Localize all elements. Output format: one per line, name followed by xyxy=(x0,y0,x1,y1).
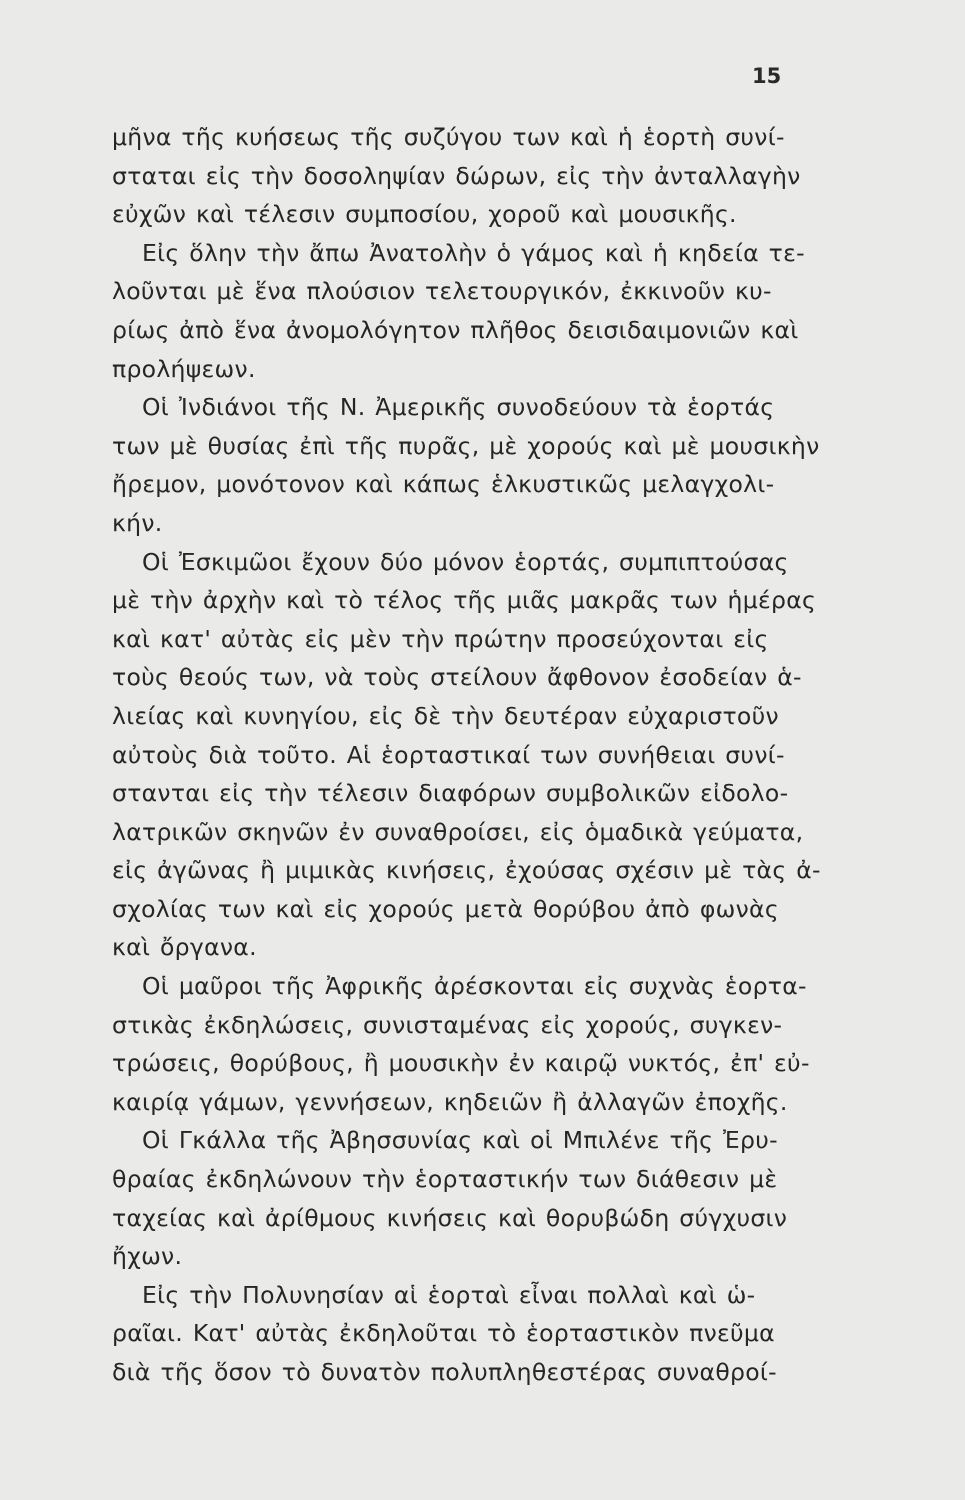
text-line: Οἱ μαῦροι τῆς Ἀφρικῆς ἀρέσκονται εἰς συχνὰς ἑορτα- xyxy=(142,972,807,1001)
text-line: ρίως ἀπὸ ἕνα ἀνομολόγητον πλῆθος δεισιδαιμονιῶν καὶ xyxy=(112,315,799,344)
text-line: στανται εἰς τὴν τέλεσιν διαφόρων συμβολικῶν εἰδολο- xyxy=(112,779,789,808)
text-line: προλήψεων. xyxy=(112,354,256,383)
text-line: εὐχῶν καὶ τέλεσιν συμποσίου, χοροῦ καὶ μουσικῆς. xyxy=(112,200,737,229)
text-line: λοῦνται μὲ ἕνα πλούσιον τελετουργικόν, ἐκκινοῦν κυ- xyxy=(112,277,772,306)
text-line: σταται εἰς τὴν δοσοληψίαν δώρων, εἰς τὴν ἀνταλλαγὴν xyxy=(112,161,801,190)
text-line: διὰ τῆς ὅσον τὸ δυνατὸν πολυπληθεστέρας συναθροί- xyxy=(112,1358,777,1386)
text-line: τοὺς θεούς των, νὰ τοὺς στείλουν ἄφθονον ἐσοδείαν ἁ- xyxy=(112,663,802,692)
text-line: ταχείας καὶ ἀρίθμους κινήσεις καὶ θορυβώδη σύγχυσιν xyxy=(112,1203,788,1232)
text-line: εἰς ἀγῶνας ἢ μιμικὰς κινήσεις, ἐχούσας σχέσιν μὲ τὰς ἀ- xyxy=(112,856,821,885)
text-line: τρώσεις, θορύβους, ἢ μουσικὴν ἐν καιρῷ νυκτός, ἐπ' εὐ- xyxy=(112,1049,810,1078)
text-line: Οἱ Ἐσκιμῶοι ἔχουν δύο μόνον ἑορτάς, συμπιπτούσας xyxy=(142,547,789,576)
text-line: λιείας καὶ κυνηγίου, εἰς δὲ τὴν δευτέραν εὐχαριστοῦν xyxy=(112,701,779,730)
text-line: Εἰς ὅλην τὴν ἄπω Ἀνατολὴν ὁ γάμος καὶ ἡ κηδεία τε- xyxy=(142,238,805,267)
text-line: Οἱ Ἰνδιάνοι τῆς Ν. Ἀμερικῆς συνοδεύουν τὰ ἑορτάς xyxy=(142,393,775,422)
text-line: λατρικῶν σκηνῶν ἐν συναθροίσει, εἰς ὁμαδικὰ γεύματα, xyxy=(112,817,804,846)
text-line: καὶ ὄργανα. xyxy=(112,933,257,962)
text-line: κήν. xyxy=(112,508,163,537)
text-line: καὶ κατ' αὐτὰς εἰς μὲν τὴν πρώτην προσεύχονται εἰς xyxy=(112,624,769,653)
page-number: 15 xyxy=(752,64,782,88)
body-text xyxy=(112,118,832,1392)
text-line: ἤρεμον, μονότονον καὶ κάπως ἑλκυστικῶς μελαγχολι- xyxy=(112,470,775,499)
text-line: καιρίᾳ γάμων, γεννήσεων, κηδειῶν ἢ ἀλλαγῶν ἐποχῆς. xyxy=(112,1087,788,1116)
text-line: Εἰς τὴν Πολυνησίαν αἱ ἑορταὶ εἶναι πολλαὶ καὶ ὡ- xyxy=(142,1280,756,1309)
text-line: ἤχων. xyxy=(112,1242,183,1271)
text-line: στικὰς ἐκδηλώσεις, συνισταμένας εἰς χορούς, συγκεν- xyxy=(112,1010,783,1039)
text-line: μὲ τὴν ἀρχὴν καὶ τὸ τέλος τῆς μιᾶς μακρᾶς των ἡμέρας xyxy=(112,586,817,615)
text-line: σχολίας των καὶ εἰς χορούς μετὰ θορύβου ἀπὸ φωνὰς xyxy=(112,894,779,923)
text-line: θραίας ἐκδηλώνουν τὴν ἑορταστικήν των διάθεσιν μὲ xyxy=(112,1165,778,1194)
text-line: των μὲ θυσίας ἐπὶ τῆς πυρᾶς, μὲ χορούς καὶ μὲ μουσικὴν xyxy=(112,431,820,460)
text-line: μῆνα τῆς κυήσεως τῆς συζύγου των καὶ ἡ ἑορτὴ συνί- xyxy=(112,123,785,151)
text-line: αὐτοὺς διὰ τοῦτο. Αἱ ἑορταστικαί των συνήθειαι συνί- xyxy=(112,740,785,769)
text-line: Οἱ Γκάλλα τῆς Ἀβησσυνίας καὶ οἱ Μπιλένε τῆς Ἐρυ- xyxy=(142,1126,778,1155)
text-line: ραῖαι. Κατ' αὐτὰς ἐκδηλοῦται τὸ ἑορταστικὸν πνεῦμα xyxy=(112,1319,775,1348)
